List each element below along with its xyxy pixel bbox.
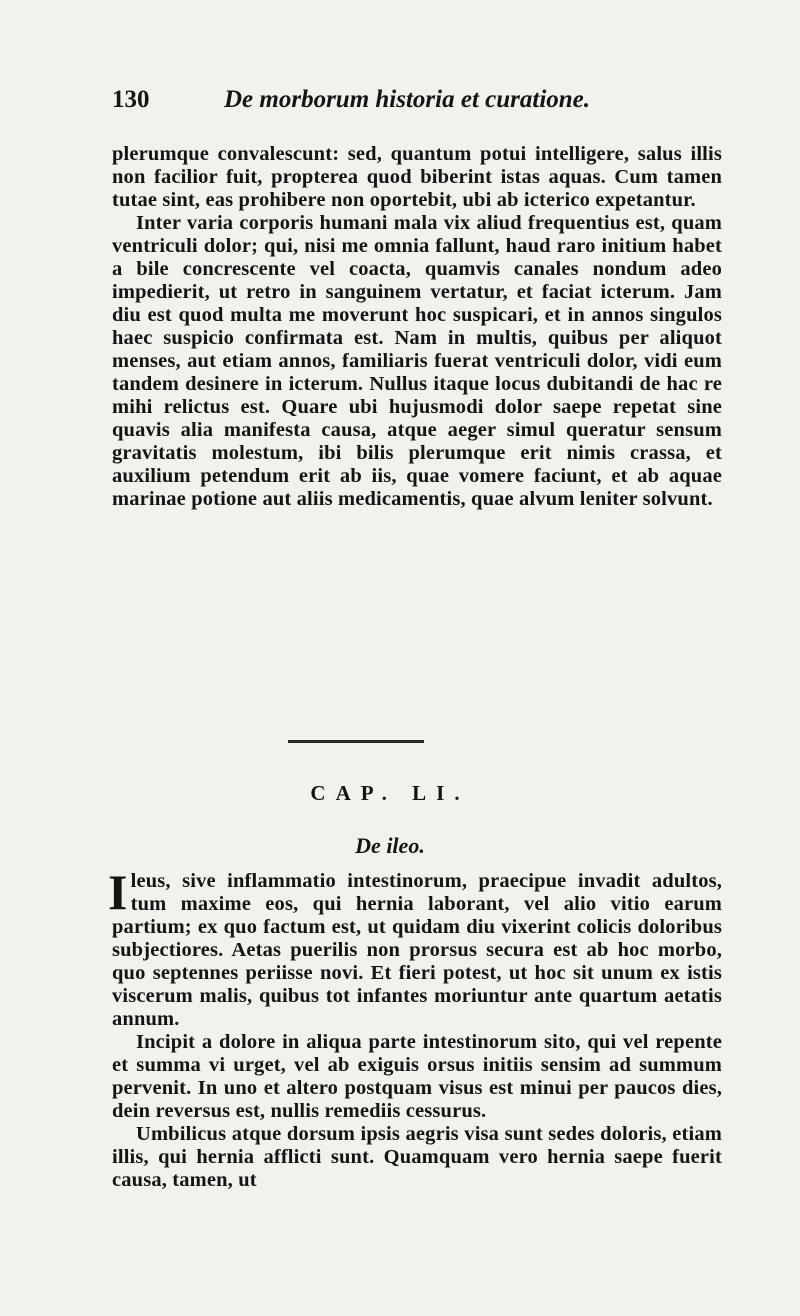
chapter-title: De ileo.	[355, 833, 425, 858]
paragraph: plerumque convalescunt: sed, quantum potui intelligere, salus illis non facilior fuit, propterea quod biberint istas aquas. Cum tamen tutae sint, eas prohibere non oportebit, ubi ab icterico expetantur.	[112, 143, 722, 211]
page-number: 130	[112, 86, 150, 113]
chapter-heading: CAP. LI.	[310, 781, 470, 805]
paragraph: Incipit a dolore in aliqua parte intestinorum sito, qui vel repente et summa vi urget, vel ab exiguis orsus initiis sensim ad summum pervenit. In uno et altero postquam visus est minui per paucos dies, dein reversus est, nullis remediis cessurus.	[112, 1031, 722, 1122]
page-header	[112, 86, 732, 122]
paragraph: Umbilicus atque dorsum ipsis aegris visa sunt sedes doloris, etiam illis, qui hernia afflicti sunt. Quamquam vero hernia saepe fuerit causa, tamen, ut	[112, 1123, 722, 1191]
paragraph-first	[108, 864, 722, 1031]
section-divider	[288, 740, 424, 743]
text-block-continuation	[112, 143, 722, 511]
drop-initial: I	[108, 864, 128, 920]
paragraph: Inter varia corporis humani mala vix aliud frequentius est, quam ventriculi dolor; qui, nisi me omnia fallunt, haud raro initium habet a bile concrescente vel coacta, quamvis canales nondum adeo impedierit, ut retro in sanguinem vertatur, et faciat icterum. Jam diu est quod multa me moverunt hoc suspicari, et in annos singulos haec suspicio confirmata est. Nam in multis, quibus per aliquot menses, aut etiam annos, familiaris fuerat ventriculi dolor, vidi eum tandem desinere in icterum. Nullus itaque locus dubitandi de hac re mihi relictus est. Quare ubi hujusmodi dolor saepe repetat sine quavis alia manifesta causa, atque aeger simul queratur sensum gravitatis molestum, ibi bilis plerumque erit nimis crassa, et auxilium petendum erit ab iis, quae vomere faciunt, et ab aquae marinae potione aut aliis medicamentis, quae alvum leniter solvunt.	[112, 212, 722, 510]
running-title: De morborum historia et curatione.	[224, 86, 591, 113]
paragraph-text: leus, sive inflammatio intestinorum, praecipue invadit adultos, tum maxime eos, qui hernia laborant, vel alio vitio earum partium; ex quo factum est, ut quidam diu vixerint colicis doloribus subjectiores. Aetas puerilis non prorsus secura est ab hoc morbo, quo septennes periisse novi. Et fieri potest, ut hoc sit unum ex istis viscerum malis, quibus tot infantes moriuntur ante quartum aetatis annum.	[112, 870, 722, 1030]
text-block-chapter	[108, 864, 722, 1192]
